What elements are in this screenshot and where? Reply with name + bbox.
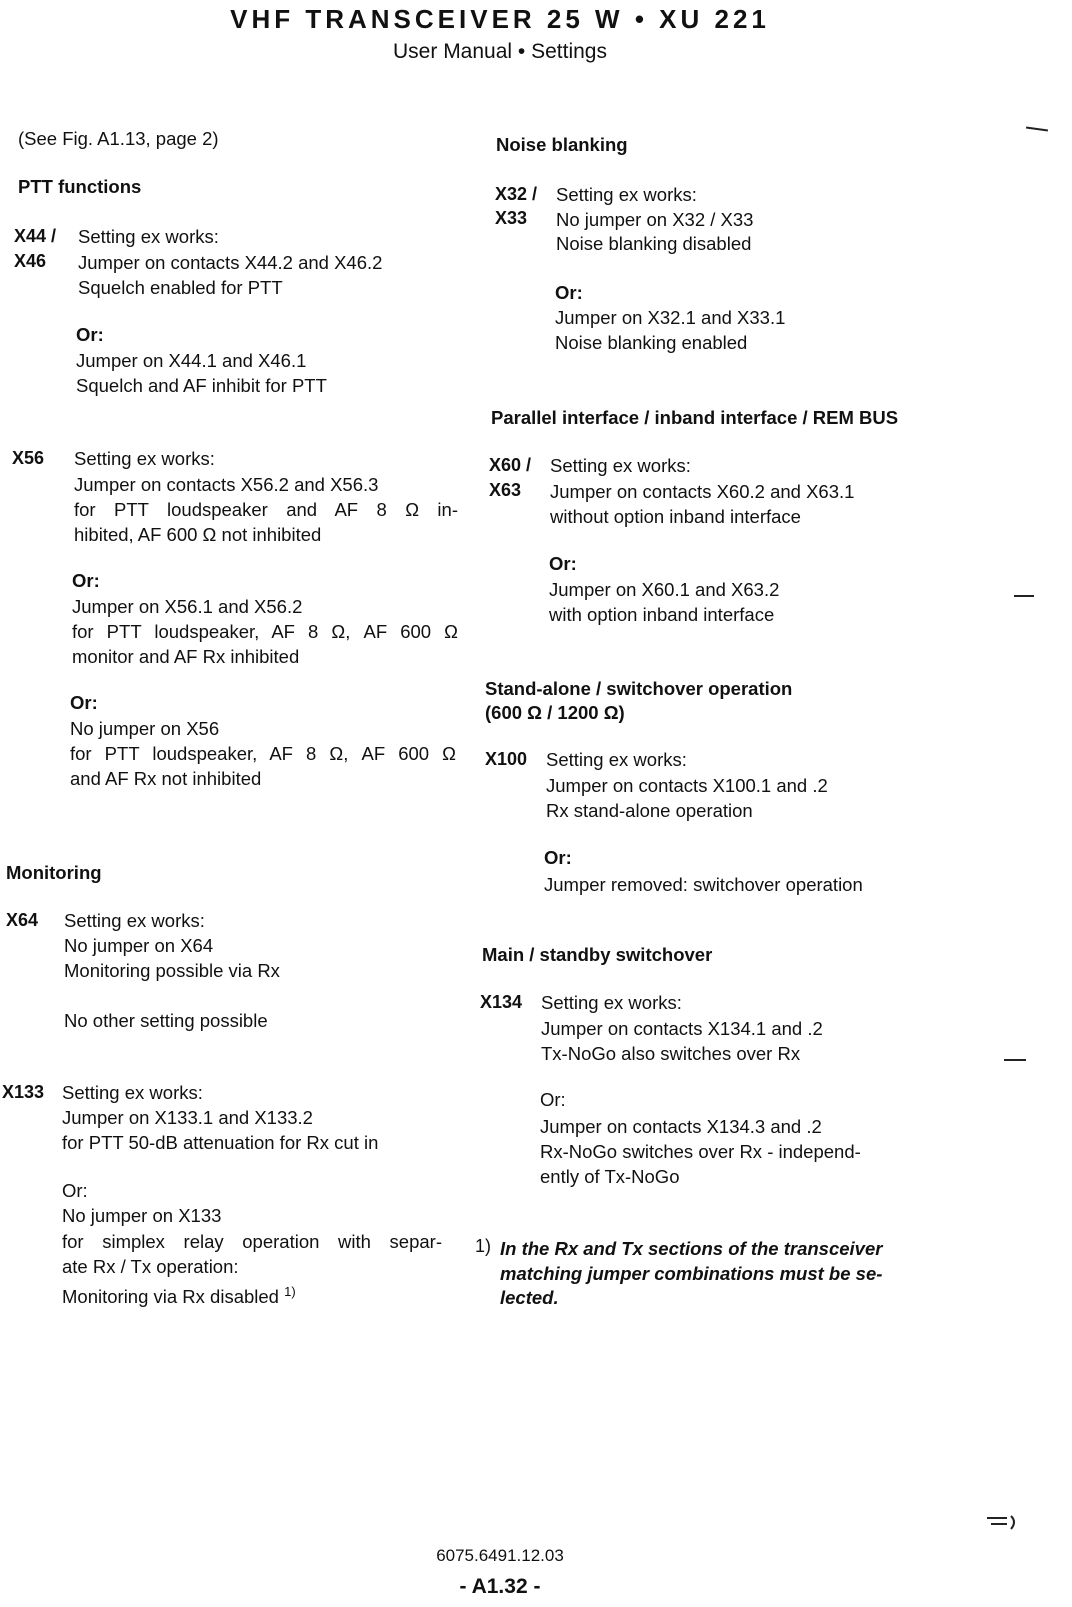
- x100-or: Or:: [544, 847, 572, 868]
- x56-line: Setting ex works:: [74, 448, 215, 469]
- x64-line: No jumper on X64: [64, 935, 214, 956]
- x133-line-text: Monitoring via Rx disabled: [62, 1286, 279, 1308]
- x60-line: Jumper on contacts X60.2 and X63.1: [550, 481, 855, 502]
- x60-line: Setting ex works:: [550, 455, 691, 476]
- x100-code: X100: [485, 749, 528, 769]
- x46-code: X46: [14, 251, 47, 271]
- x32-line: Noise blanking disabled: [556, 233, 752, 254]
- standalone-heading-impedance: (600 Ω / 1200 Ω): [485, 702, 625, 723]
- footnote-line: In the Rx and Tx sections of the transceiver: [500, 1238, 883, 1259]
- footnote-line: lected.: [500, 1287, 559, 1308]
- x134-line: Setting ex works:: [541, 992, 682, 1013]
- x44-line: Jumper on X44.1 and X46.1: [76, 350, 307, 371]
- x134-line: Rx-NoGo switches over Rx - independ-: [540, 1141, 861, 1162]
- x56-line: for PTT loudspeaker, AF 8 Ω, AF 600 Ω: [72, 621, 458, 642]
- footnote-marker: 1): [475, 1236, 492, 1256]
- noise-blanking-heading: Noise blanking: [496, 134, 628, 155]
- x56-code: X56: [12, 448, 45, 468]
- ptt-functions-heading: PTT functions: [18, 176, 142, 197]
- x133-line: No jumper on X133: [62, 1205, 222, 1226]
- x134-line: ently of Tx-NoGo: [540, 1166, 680, 1187]
- x60-code: X60 /: [489, 455, 532, 475]
- x32-line: Setting ex works:: [556, 184, 697, 205]
- x56-line: and AF Rx not inhibited: [70, 768, 262, 789]
- page-number: - A1.32 -: [459, 1575, 541, 1598]
- x134-code: X134: [480, 992, 523, 1012]
- x64-line: Setting ex works:: [64, 910, 205, 931]
- x133-line: Jumper on X133.1 and X133.2: [62, 1107, 313, 1128]
- x56-line: for PTT loudspeaker and AF 8 Ω in-: [74, 499, 458, 520]
- x133-line: for simplex relay operation with separ-: [62, 1231, 442, 1252]
- x56-line: hibited, AF 600 Ω not inhibited: [74, 524, 322, 545]
- binding-mark-icon: [985, 1512, 1017, 1532]
- x134-line: Jumper on contacts X134.1 and .2: [541, 1018, 823, 1039]
- x44-line: Jumper on contacts X44.2 and X46.2: [78, 252, 383, 273]
- document-number: 6075.6491.12.03: [436, 1546, 564, 1565]
- page-title: VHF TRANSCEIVER 25 W • XU 221: [230, 4, 770, 34]
- x100-line: Jumper removed: switchover operation: [544, 874, 863, 895]
- x56-or: Or:: [70, 692, 98, 713]
- standalone-heading: Stand-alone / switchover operation: [485, 678, 793, 699]
- x134-or: Or:: [540, 1089, 566, 1110]
- x100-line: Setting ex works:: [546, 749, 687, 770]
- x44-line: Squelch and AF inhibit for PTT: [76, 375, 327, 396]
- x133-line: for PTT 50-dB attenuation for Rx cut in: [62, 1132, 379, 1153]
- parallel-interface-heading: Parallel interface / inband interface / REM BUS: [491, 407, 899, 428]
- x44-code: X44 /: [14, 226, 57, 246]
- x56-line: Jumper on X56.1 and X56.2: [72, 596, 303, 617]
- x133-code: X133: [2, 1082, 45, 1102]
- x60-line: without option inband interface: [550, 506, 801, 527]
- x134-line: Jumper on contacts X134.3 and .2: [540, 1116, 822, 1137]
- x56-or: Or:: [72, 570, 100, 591]
- x44-or: Or:: [76, 324, 104, 345]
- x56-line: monitor and AF Rx inhibited: [72, 646, 300, 667]
- footnote-reference: 1): [284, 1284, 296, 1299]
- x56-line: for PTT loudspeaker, AF 8 Ω, AF 600 Ω: [70, 743, 456, 764]
- figure-reference: (See Fig. A1.13, page 2): [18, 128, 219, 149]
- main-standby-heading: Main / standby switchover: [482, 944, 713, 965]
- x64-line: No other setting possible: [64, 1010, 268, 1031]
- page-subtitle: User Manual • Settings: [393, 40, 607, 63]
- footnote-line: matching jumper combinations must be se-: [500, 1263, 883, 1284]
- x32-line: Noise blanking enabled: [555, 332, 748, 353]
- x56-line: No jumper on X56: [70, 718, 220, 739]
- x63-code: X63: [489, 480, 522, 500]
- x134-line: Tx-NoGo also switches over Rx: [541, 1043, 801, 1064]
- x32-or: Or:: [555, 282, 583, 303]
- x32-code: X32 /: [495, 184, 538, 204]
- x100-line: Jumper on contacts X100.1 and .2: [546, 775, 828, 796]
- x44-line: Setting ex works:: [78, 226, 219, 247]
- x33-code: X33: [495, 208, 528, 228]
- margin-mark: [1004, 1059, 1026, 1061]
- x44-line: Squelch enabled for PTT: [78, 277, 283, 298]
- x100-line: Rx stand-alone operation: [546, 800, 753, 821]
- x64-code: X64: [6, 910, 39, 930]
- margin-mark: [1014, 595, 1034, 597]
- x133-line: ate Rx / Tx operation:: [62, 1256, 239, 1277]
- monitoring-heading: Monitoring: [6, 862, 102, 883]
- x64-line: Monitoring possible via Rx: [64, 960, 280, 981]
- x32-line: Jumper on X32.1 and X33.1: [555, 307, 786, 328]
- x133-line: [62, 1279, 296, 1309]
- x133-or: Or:: [62, 1180, 88, 1201]
- x32-line: No jumper on X32 / X33: [556, 209, 754, 230]
- x60-line: Jumper on X60.1 and X63.2: [549, 579, 780, 600]
- x56-line: Jumper on contacts X56.2 and X56.3: [74, 474, 379, 495]
- margin-mark: [1026, 126, 1048, 131]
- x60-line: with option inband interface: [549, 604, 775, 625]
- x133-line: Setting ex works:: [62, 1082, 203, 1103]
- x60-or: Or:: [549, 553, 577, 574]
